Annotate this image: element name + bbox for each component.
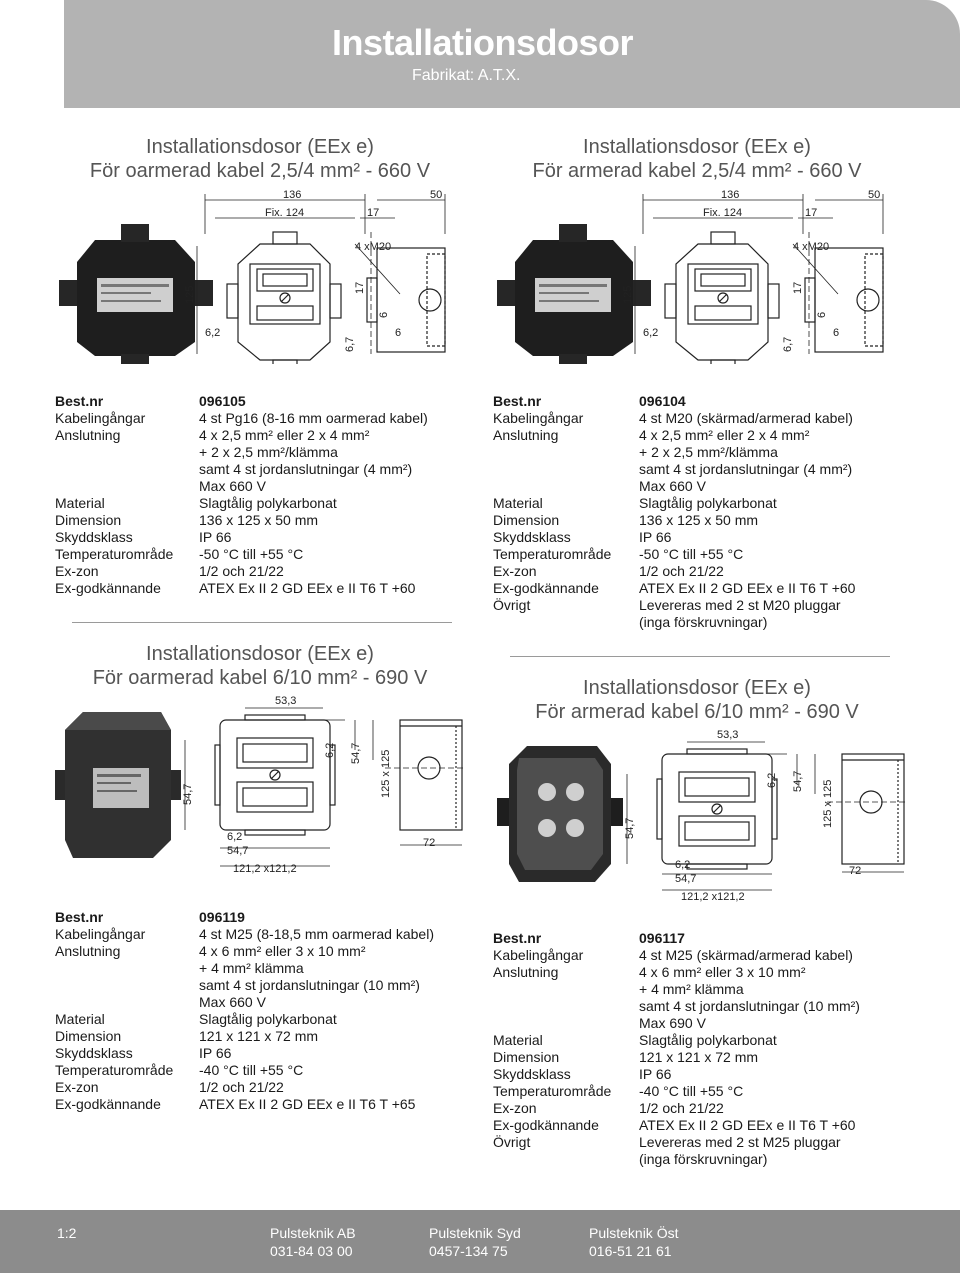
dimension-lines xyxy=(635,194,883,354)
spec-value: ATEX Ex II 2 GD EEx e II T6 T +65 xyxy=(199,1096,416,1112)
spec-label xyxy=(493,1151,639,1168)
spec-value: 096117 xyxy=(639,930,685,946)
spec-row xyxy=(55,563,485,580)
dim-547v: 54,7 xyxy=(350,742,362,764)
spec-value: + 2 x 2,5 mm²/klämma xyxy=(639,444,778,460)
spec-label: Anslutning xyxy=(493,964,559,980)
spec-row xyxy=(55,943,485,960)
section-2-heading xyxy=(497,135,897,183)
spec-label: Kabelingångar xyxy=(55,410,146,426)
spec-row xyxy=(493,1032,933,1049)
dim-547-height: 54,7 xyxy=(624,817,636,839)
spec-value: Max 690 V xyxy=(639,1015,706,1031)
section-2-drawing xyxy=(493,184,913,364)
spec-row xyxy=(55,1096,485,1113)
spec-row xyxy=(493,512,933,529)
spec-row xyxy=(493,614,933,631)
spec-label xyxy=(493,444,639,461)
spec-label: Temperaturområde xyxy=(493,546,612,562)
spec-label: Dimension xyxy=(493,512,560,528)
spec-label: Övrigt xyxy=(493,597,531,613)
spec-row xyxy=(493,478,933,495)
dim-547v: 54,7 xyxy=(792,770,804,792)
spec-row xyxy=(55,1079,485,1096)
enclosure-photo xyxy=(55,712,181,858)
spec-value: + 4 mm² klämma xyxy=(199,960,304,976)
spec-value: -50 °C till +55 °C xyxy=(639,546,744,562)
spec-value: (inga förskruvningar) xyxy=(639,614,768,630)
front-view xyxy=(215,715,335,835)
dim-base: 121,2 x121,2 xyxy=(233,863,297,875)
spec-value: IP 66 xyxy=(639,1066,672,1082)
spec-label: Temperaturområde xyxy=(55,546,174,562)
spec-value: 4 x 2,5 mm² eller 2 x 4 mm² xyxy=(639,427,810,443)
spec-row xyxy=(493,580,933,597)
dim-62: 6,2 xyxy=(205,327,221,339)
spec-row xyxy=(493,563,933,580)
spec-value: Max 660 V xyxy=(199,994,266,1010)
dim-62: 6,2 xyxy=(643,327,659,339)
spec-value: + 4 mm² klämma xyxy=(639,981,744,997)
section-1-title: Installationsdosor (EEx e) xyxy=(146,136,374,158)
spec-label: Dimension xyxy=(493,1049,560,1065)
spec-row xyxy=(55,1045,485,1062)
dim-547: 54,7 xyxy=(675,873,697,885)
spec-label: Ex-godkännande xyxy=(493,580,599,596)
spec-label: Anslutning xyxy=(55,427,121,443)
section-1-heading xyxy=(60,135,460,183)
side-view xyxy=(827,754,907,864)
spec-label xyxy=(55,994,199,1011)
spec-value: IP 66 xyxy=(639,529,672,545)
spec-value: samt 4 st jordanslutningar (4 mm²) xyxy=(199,461,413,477)
spec-row xyxy=(55,410,485,427)
office-name: Pulsteknik AB xyxy=(270,1225,356,1241)
spec-value: samt 4 st jordanslutningar (4 mm²) xyxy=(639,461,853,477)
spec-value: 1/2 och 21/22 xyxy=(639,1100,724,1116)
dim-glands: 4 xM20 xyxy=(355,241,392,253)
spec-value: 096119 xyxy=(199,909,245,925)
office-phone: 0457-134 75 xyxy=(429,1243,508,1259)
dim-547: 54,7 xyxy=(227,845,249,857)
front-view xyxy=(657,749,777,869)
spec-label xyxy=(493,614,639,631)
spec-row xyxy=(55,478,485,495)
section-divider-left xyxy=(72,622,452,623)
section-3-specs xyxy=(55,909,485,1113)
dim-square: 125 x 125 xyxy=(822,779,834,828)
spec-value: Slagtålig polykarbonat xyxy=(199,495,337,511)
section-4-drawing xyxy=(497,724,917,904)
dim-6b: 6 xyxy=(395,327,402,339)
spec-value: ATEX Ex II 2 GD EEx e II T6 T +60 xyxy=(639,580,856,596)
spec-label: Ex-godkännande xyxy=(55,580,161,596)
spec-value: 096104 xyxy=(639,393,686,409)
spec-row xyxy=(493,461,933,478)
section-2-title: Installationsdosor (EEx e) xyxy=(583,136,811,158)
spec-value: 4 st Pg16 (8-16 mm oarmerad kabel) xyxy=(199,410,428,426)
spec-value: Levereras med 2 st M20 pluggar xyxy=(639,597,841,613)
dim-547-height: 54,7 xyxy=(182,783,194,805)
spec-value: 4 st M25 (8-18,5 mm oarmerad kabel) xyxy=(199,926,434,942)
spec-row xyxy=(493,947,933,964)
spec-value: (inga förskruvningar) xyxy=(639,1151,768,1167)
spec-label xyxy=(493,981,639,998)
dim-base: 121,2 x121,2 xyxy=(681,891,745,903)
dim-width: 136 xyxy=(721,189,740,201)
spec-label: Kabelingångar xyxy=(493,947,584,963)
dim-17: 17 xyxy=(805,207,818,219)
section-2-subtitle: För armerad kabel 2,5/4 mm² - 660 V xyxy=(532,160,862,182)
dim-17v: 17 xyxy=(792,281,804,294)
spec-value: 4 x 6 mm² eller 3 x 10 mm² xyxy=(199,943,366,959)
spec-value: 1/2 och 21/22 xyxy=(199,1079,284,1095)
dim-50: 50 xyxy=(868,189,881,201)
dim-17: 17 xyxy=(367,207,380,219)
spec-label xyxy=(493,998,639,1015)
spec-label: Anslutning xyxy=(493,427,559,443)
spec-row xyxy=(493,393,933,410)
spec-label: Best.nr xyxy=(55,393,104,409)
spec-row xyxy=(55,512,485,529)
spec-label: Best.nr xyxy=(493,393,542,409)
section-3-subtitle: För oarmerad kabel 6/10 mm² - 690 V xyxy=(92,667,428,689)
spec-label: Anslutning xyxy=(55,943,121,959)
spec-value: samt 4 st jordanslutningar (10 mm²) xyxy=(199,977,420,993)
dim-width: 136 xyxy=(283,189,302,201)
dim-fix: Fix. 124 xyxy=(703,207,743,219)
office-phone: 031-84 03 00 xyxy=(270,1243,353,1259)
spec-label xyxy=(55,960,199,977)
spec-value: Max 660 V xyxy=(639,478,706,494)
spec-row xyxy=(55,427,485,444)
dim-67: 6,7 xyxy=(344,336,356,352)
dimension-lines xyxy=(627,742,904,890)
page-header xyxy=(0,0,960,112)
spec-label: Dimension xyxy=(55,512,122,528)
dim-square: 125 x 125 xyxy=(380,749,392,798)
spec-value: 1/2 och 21/22 xyxy=(639,563,724,579)
dim-17v: 17 xyxy=(354,281,366,294)
spec-label: Skyddsklass xyxy=(55,1045,133,1061)
spec-value: 4 st M25 (skärmad/armerad kabel) xyxy=(639,947,853,963)
dimension-lines xyxy=(197,194,445,354)
spec-value: Slagtålig polykarbonat xyxy=(199,1011,337,1027)
front-view xyxy=(665,232,779,364)
spec-value: Slagtålig polykarbonat xyxy=(639,1032,777,1048)
spec-row xyxy=(493,410,933,427)
spec-value: 136 x 125 x 50 mm xyxy=(199,512,319,528)
spec-label xyxy=(493,1015,639,1032)
spec-value: 4 x 2,5 mm² eller 2 x 4 mm² xyxy=(199,427,370,443)
spec-label: Ex-godkännande xyxy=(493,1117,599,1133)
spec-row xyxy=(55,1011,485,1028)
spec-row xyxy=(493,1151,933,1168)
dim-72: 72 xyxy=(423,837,436,849)
office-phone: 016-51 21 61 xyxy=(589,1243,672,1259)
dim-6a: 6 xyxy=(378,311,390,318)
spec-label: Skyddsklass xyxy=(493,529,571,545)
spec-label xyxy=(55,478,199,495)
spec-label: Ex-zon xyxy=(55,1079,99,1095)
spec-row xyxy=(55,926,485,943)
spec-value: Levereras med 2 st M25 pluggar xyxy=(639,1134,841,1150)
dim-glands: 4 xM20 xyxy=(793,241,830,253)
enclosure-photo xyxy=(497,746,623,882)
spec-label: Ex-zon xyxy=(55,563,99,579)
dim-fix: Fix. 124 xyxy=(265,207,305,219)
spec-label: Material xyxy=(493,495,543,511)
dim-62: 6,2 xyxy=(227,831,243,843)
dim-62v: 6,2 xyxy=(766,772,778,788)
section-4-heading xyxy=(497,676,897,724)
spec-value: IP 66 xyxy=(199,529,232,545)
spec-label xyxy=(493,461,639,478)
spec-row xyxy=(493,981,933,998)
spec-row xyxy=(493,1049,933,1066)
dim-top: 53,3 xyxy=(275,695,297,707)
spec-value: + 2 x 2,5 mm²/klämma xyxy=(199,444,338,460)
spec-value: 096105 xyxy=(199,393,246,409)
spec-row xyxy=(55,960,485,977)
dim-62v: 6,2 xyxy=(324,742,336,758)
spec-label: Kabelingångar xyxy=(55,926,146,942)
section-3-title: Installationsdosor (EEx e) xyxy=(146,643,374,665)
spec-label: Best.nr xyxy=(55,909,104,925)
section-1-subtitle: För oarmerad kabel 2,5/4 mm² - 660 V xyxy=(89,160,431,182)
spec-row xyxy=(55,495,485,512)
spec-value: -40 °C till +55 °C xyxy=(639,1083,744,1099)
section-1-specs xyxy=(55,393,485,597)
spec-value: -50 °C till +55 °C xyxy=(199,546,304,562)
side-view xyxy=(385,720,465,830)
section-divider-right xyxy=(510,656,890,657)
spec-label: Kabelingångar xyxy=(493,410,584,426)
spec-row xyxy=(493,1100,933,1117)
spec-row xyxy=(55,444,485,461)
spec-value: 1/2 och 21/22 xyxy=(199,563,284,579)
spec-label: Material xyxy=(55,495,105,511)
spec-row xyxy=(55,994,485,1011)
dim-125: 125 xyxy=(622,285,634,304)
spec-label: Ex-zon xyxy=(493,563,537,579)
office-name: Pulsteknik Syd xyxy=(429,1225,521,1241)
spec-value: 121 x 121 x 72 mm xyxy=(199,1028,319,1044)
spec-value: 121 x 121 x 72 mm xyxy=(639,1049,759,1065)
spec-label: Skyddsklass xyxy=(55,529,133,545)
spec-row xyxy=(55,529,485,546)
spec-row xyxy=(55,546,485,563)
spec-value: samt 4 st jordanslutningar (10 mm²) xyxy=(639,998,860,1014)
spec-label xyxy=(55,461,199,478)
spec-row xyxy=(493,1117,933,1134)
spec-label xyxy=(55,977,199,994)
spec-row xyxy=(493,529,933,546)
spec-label: Dimension xyxy=(55,1028,122,1044)
spec-value: Slagtålig polykarbonat xyxy=(639,495,777,511)
spec-row xyxy=(493,1083,933,1100)
spec-label: Temperaturområde xyxy=(55,1062,174,1078)
section-2-specs xyxy=(493,393,933,631)
spec-row xyxy=(493,998,933,1015)
dim-6b: 6 xyxy=(833,327,840,339)
dim-72: 72 xyxy=(849,865,862,877)
dim-50: 50 xyxy=(430,189,443,201)
spec-value: ATEX Ex II 2 GD EEx e II T6 T +60 xyxy=(199,580,416,596)
section-3-drawing xyxy=(55,690,475,880)
spec-row xyxy=(493,427,933,444)
section-4-subtitle: För armerad kabel 6/10 mm² - 690 V xyxy=(535,701,859,723)
spec-label xyxy=(55,444,199,461)
spec-row xyxy=(55,977,485,994)
spec-row xyxy=(55,580,485,597)
page-title: Installationsdosor xyxy=(332,22,634,63)
spec-label: Övrigt xyxy=(493,1134,531,1150)
spec-value: ATEX Ex II 2 GD EEx e II T6 T +60 xyxy=(639,1117,856,1133)
spec-row xyxy=(55,393,485,410)
spec-label: Temperaturområde xyxy=(493,1083,612,1099)
office-name: Pulsteknik Öst xyxy=(589,1225,679,1241)
spec-label: Ex-godkännande xyxy=(55,1096,161,1112)
spec-row xyxy=(55,461,485,478)
spec-row xyxy=(55,1062,485,1079)
spec-label xyxy=(493,478,639,495)
spec-row xyxy=(493,546,933,563)
spec-row xyxy=(493,444,933,461)
spec-value: 136 x 125 x 50 mm xyxy=(639,512,759,528)
section-1-drawing xyxy=(55,184,475,364)
section-4-title: Installationsdosor (EEx e) xyxy=(583,677,811,699)
spec-value: -40 °C till +55 °C xyxy=(199,1062,304,1078)
spec-value: 4 x 6 mm² eller 3 x 10 mm² xyxy=(639,964,806,980)
spec-label: Material xyxy=(493,1032,543,1048)
section-4-specs xyxy=(493,930,933,1168)
spec-row xyxy=(55,909,485,926)
spec-value: 4 st M20 (skärmad/armerad kabel) xyxy=(639,410,853,426)
dim-top: 53,3 xyxy=(717,729,739,741)
spec-label: Best.nr xyxy=(493,930,542,946)
spec-row xyxy=(493,964,933,981)
page-number: 1:2 xyxy=(57,1225,77,1241)
front-view xyxy=(227,232,341,364)
header-notch xyxy=(0,0,64,112)
page-footer xyxy=(0,1210,960,1273)
dim-6a: 6 xyxy=(816,311,828,318)
dim-125: 125 xyxy=(184,285,196,304)
spec-value: Max 660 V xyxy=(199,478,266,494)
spec-row xyxy=(493,1066,933,1083)
spec-row xyxy=(55,1028,485,1045)
spec-row xyxy=(493,1134,933,1151)
spec-row xyxy=(493,930,933,947)
spec-row xyxy=(493,1015,933,1032)
spec-label: Material xyxy=(55,1011,105,1027)
spec-row xyxy=(493,495,933,512)
section-3-heading xyxy=(60,642,460,690)
spec-label: Skyddsklass xyxy=(493,1066,571,1082)
spec-value: IP 66 xyxy=(199,1045,232,1061)
page-subtitle: Fabrikat: A.T.X. xyxy=(412,67,521,84)
spec-label: Ex-zon xyxy=(493,1100,537,1116)
dim-67: 6,7 xyxy=(782,336,794,352)
dim-62: 6,2 xyxy=(675,859,691,871)
spec-row xyxy=(493,597,933,614)
